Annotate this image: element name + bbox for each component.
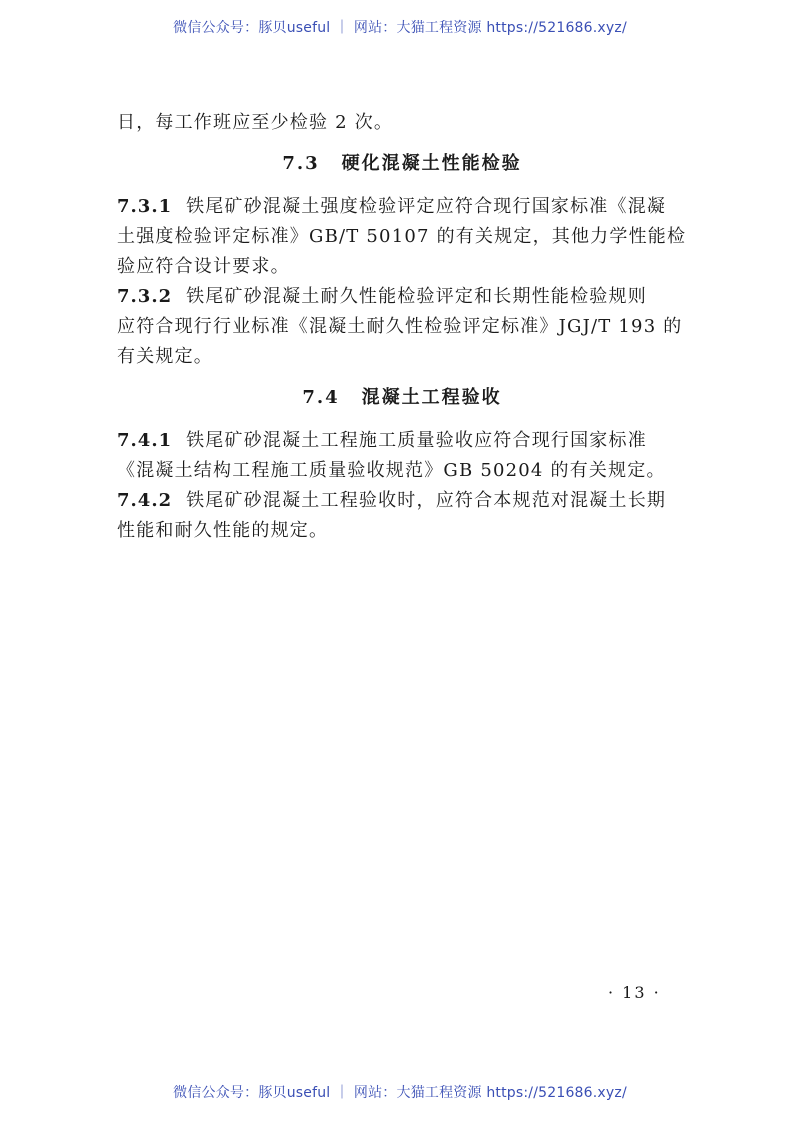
clause-7-3-2 [117, 282, 687, 372]
clause-line: 性能和耐久性能的规定。 [117, 520, 329, 541]
clause-number: 7.3.2 [117, 286, 173, 307]
section-number: 7.3 [282, 153, 320, 174]
clause-line [117, 486, 687, 516]
clause-7-3-1 [117, 192, 687, 282]
clause-text: 铁尾矿砂混凝土工程验收时，应符合本规范对混凝土长期 [186, 490, 667, 511]
section-number: 7.4 [302, 387, 340, 408]
clause-line [117, 426, 687, 456]
page-number: · 13 · [608, 983, 661, 1002]
intro-line: 日，每工作班应至少检验 2 次。 [117, 112, 394, 133]
clause-line: 《混凝土结构工程施工质量验收规范》GB 50204 的有关规定。 [117, 460, 666, 481]
watermark-top: 微信公众号：豚贝useful ｜ 网站：大猫工程资源 https://521686.xyz/ [173, 20, 627, 36]
clause-text: 铁尾矿砂混凝土工程施工质量验收应符合现行国家标准 [186, 430, 647, 451]
section-heading-7-4 [117, 382, 687, 414]
clause-line: 土强度检验评定标准》GB/T 50107 的有关规定，其他力学性能检 [117, 226, 687, 247]
clause-number: 7.4.2 [117, 490, 173, 511]
clause-line: 应符合现行行业标准《混凝土耐久性检验评定标准》JGJ/T 193 的 [117, 316, 683, 337]
clause-line: 验应符合设计要求。 [117, 256, 290, 277]
clause-number: 7.4.1 [117, 430, 173, 451]
clause-text: 铁尾矿砂混凝土强度检验评定应符合现行国家标准《混凝 [186, 196, 667, 217]
watermark-bottom: 微信公众号：豚贝useful ｜ 网站：大猫工程资源 https://521686.xyz/ [173, 1085, 627, 1101]
section-title: 混凝土工程验收 [361, 387, 502, 408]
section-heading-7-3 [117, 148, 687, 180]
clause-number: 7.3.1 [117, 196, 173, 217]
clause-text: 铁尾矿砂混凝土耐久性能检验评定和长期性能检验规则 [186, 286, 647, 307]
clause-line [117, 192, 687, 222]
clause-line [117, 282, 687, 312]
section-title: 硬化混凝土性能检验 [341, 153, 522, 174]
clause-7-4-2 [117, 486, 687, 546]
clause-line: 有关规定。 [117, 346, 213, 367]
clause-7-4-1 [117, 426, 687, 486]
document-body [117, 108, 687, 546]
